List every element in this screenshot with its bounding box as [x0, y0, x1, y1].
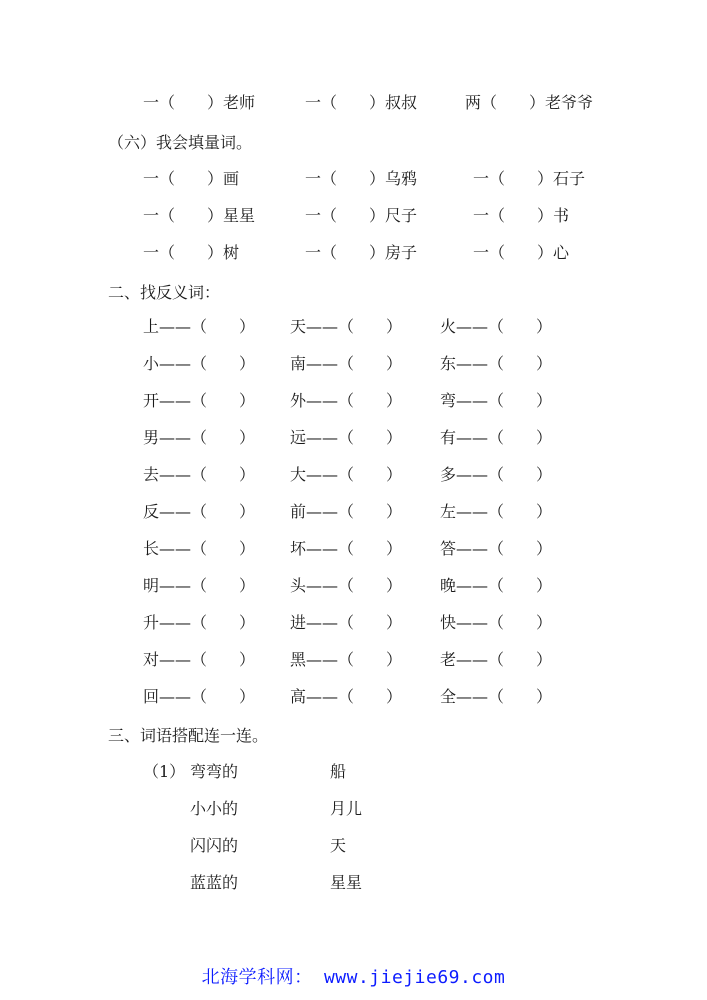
measure-item: 一（ ）尺子 [305, 206, 418, 225]
section-2-title: 二、找反义词： [108, 283, 221, 302]
section-6-title: （六）我会填量词。 [108, 133, 253, 152]
measure-item: 一（ ）叔叔 [305, 93, 418, 112]
antonym-row [0, 390, 707, 412]
antonym-item: 晚——（ ） [440, 576, 553, 595]
antonym-item: 快——（ ） [440, 613, 553, 632]
antonym-item: 长——（ ） [143, 539, 256, 558]
matching-left-word: 小小的 [190, 799, 239, 818]
measure-row [0, 205, 707, 227]
antonym-row [0, 612, 707, 634]
measure-row [0, 242, 707, 264]
matching-left-word: 弯弯的 [190, 762, 239, 781]
antonym-item: 对——（ ） [143, 650, 256, 669]
antonym-item: 全——（ ） [440, 687, 553, 706]
antonym-item: 外——（ ） [290, 391, 403, 410]
antonym-row [0, 464, 707, 486]
antonym-item: 开——（ ） [143, 391, 256, 410]
matching-right-word: 天 [330, 836, 347, 855]
antonym-item: 多——（ ） [440, 465, 553, 484]
antonym-row [0, 686, 707, 708]
antonym-row [0, 427, 707, 449]
measure-item: 一（ ）星星 [143, 206, 256, 225]
measure-item: 一（ ）书 [473, 206, 570, 225]
measure-item: 一（ ）画 [143, 169, 240, 188]
antonym-item: 南——（ ） [290, 354, 403, 373]
antonym-item: 明——（ ） [143, 576, 256, 595]
matching-right-word: 船 [330, 762, 347, 781]
footer-website: 北海学科网： www.jiejie69.com [201, 967, 506, 988]
antonym-item: 有——（ ） [440, 428, 553, 447]
antonym-item: 头——（ ） [290, 576, 403, 595]
matching-left-word: 蓝蓝的 [190, 873, 239, 892]
measure-top-row [0, 92, 707, 114]
matching-left-word: 闪闪的 [190, 836, 239, 855]
antonym-row [0, 538, 707, 560]
matching-row [0, 761, 707, 783]
antonym-item: 黑——（ ） [290, 650, 403, 669]
matching-row [0, 872, 707, 894]
matching-number: （1） [143, 762, 186, 781]
matching-right-word: 星星 [330, 873, 363, 892]
antonym-item: 进——（ ） [290, 613, 403, 632]
antonym-item: 前——（ ） [290, 502, 403, 521]
antonym-item: 弯——（ ） [440, 391, 553, 410]
antonym-item: 答——（ ） [440, 539, 553, 558]
antonym-item: 老——（ ） [440, 650, 553, 669]
antonym-item: 升——（ ） [143, 613, 256, 632]
antonym-item: 回——（ ） [143, 687, 256, 706]
antonym-item: 小——（ ） [143, 354, 256, 373]
measure-item: 一（ ）老师 [143, 93, 256, 112]
matching-row [0, 798, 707, 820]
measure-item: 一（ ）树 [143, 243, 240, 262]
measure-item: 一（ ）心 [473, 243, 570, 262]
matching-right-word: 月儿 [330, 799, 363, 818]
antonym-item: 男——（ ） [143, 428, 256, 447]
measure-item: 一（ ）房子 [305, 243, 418, 262]
antonym-row [0, 575, 707, 597]
antonym-item: 上——（ ） [143, 317, 256, 336]
antonym-item: 坏——（ ） [290, 539, 403, 558]
measure-row [0, 168, 707, 190]
antonym-item: 远——（ ） [290, 428, 403, 447]
antonym-row [0, 649, 707, 671]
measure-item: 一（ ）石子 [473, 169, 586, 188]
antonym-item: 天——（ ） [290, 317, 403, 336]
antonym-item: 东——（ ） [440, 354, 553, 373]
measure-item: 两（ ）老爷爷 [465, 93, 594, 112]
antonym-row [0, 501, 707, 523]
section-3-title: 三、词语搭配连一连。 [108, 726, 269, 745]
antonym-item: 高——（ ） [290, 687, 403, 706]
antonym-row [0, 316, 707, 338]
measure-item: 一（ ）乌鸦 [305, 169, 418, 188]
antonym-item: 反——（ ） [143, 502, 256, 521]
antonym-item: 去——（ ） [143, 465, 256, 484]
antonym-item: 左——（ ） [440, 502, 553, 521]
matching-row [0, 835, 707, 857]
antonym-item: 火——（ ） [440, 317, 553, 336]
antonym-item: 大——（ ） [290, 465, 403, 484]
antonym-row [0, 353, 707, 375]
